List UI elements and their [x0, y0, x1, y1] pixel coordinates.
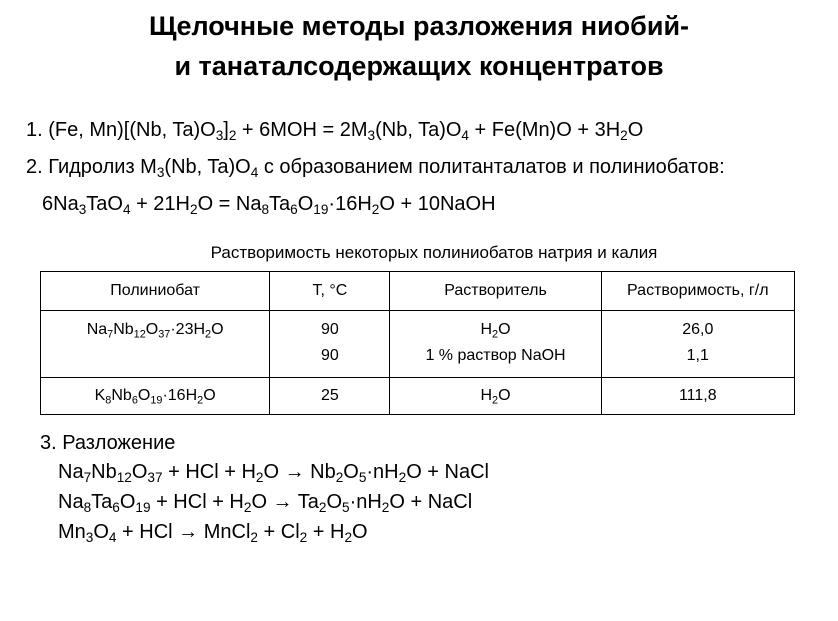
temperature-value: 90	[320, 347, 339, 364]
cell-solvent	[390, 378, 601, 415]
cell-temperature	[270, 311, 390, 378]
solvent-value: $H_2O$	[480, 387, 511, 407]
step-2	[26, 152, 725, 182]
subscript: 4	[108, 530, 117, 546]
subscript: 5	[358, 470, 367, 486]
subscript: 6	[112, 500, 120, 516]
subscript: 4	[122, 202, 131, 218]
subscript: 8	[261, 202, 270, 218]
subscript: 2	[197, 394, 204, 407]
subscript: 2	[243, 500, 252, 516]
cell-temperature: 25	[270, 378, 390, 415]
step-1-equation: (Fe, Mn)[(Nb, $Ta)O_3]_2 + 6MOH = 2M_3(Nb$, $Ta)O_4 + Fe(Mn)O + 3H_2O$	[48, 119, 644, 144]
subscript: 6	[290, 202, 298, 218]
subscript: 2	[492, 328, 499, 341]
subscript: 2	[492, 394, 499, 407]
subscript: 2	[344, 530, 353, 546]
subscript: 37	[147, 470, 163, 486]
title-line-2: и танаталсодержащих концентратов	[174, 51, 664, 81]
compound-formula: $Na_7Nb_{12}O_{37}\cdot 23H_2O$	[86, 321, 224, 341]
subscript: 2	[205, 328, 212, 341]
subscript: 2	[381, 500, 390, 516]
subscript: 4	[461, 128, 469, 144]
solubility-value: 1,1	[686, 347, 709, 364]
step-3-equation-1: $Na_7Nb_{12}O_{37}$ + HCl + $H_2O \to Nb_2O_5\cdot nH_2O$ + NaCl	[58, 461, 489, 486]
step-2-equation: $6Na_3TaO_4 + 21H_2O = Na_8Ta_6O_{19}\cdot 16H_2O$ + 10NaOH	[42, 193, 496, 218]
compound-formula: $K_8Nb_6O_{19}\cdot 16H_2O$	[94, 387, 216, 407]
subscript: 37	[158, 328, 171, 341]
subscript: 19	[135, 500, 151, 516]
subscript: 3	[367, 128, 376, 144]
subscript: 2	[228, 128, 237, 144]
cell-solubility: 111,8	[601, 378, 794, 415]
temperature-value: 90	[320, 321, 339, 338]
subscript: 2	[371, 202, 380, 218]
subscript: 12	[133, 328, 146, 341]
solubility-table	[40, 271, 795, 415]
subscript: 5	[342, 500, 350, 516]
solvent-value: 1 % раствор NaOH	[425, 347, 566, 364]
subscript: 7	[107, 328, 114, 341]
subscript: 2	[318, 500, 327, 516]
subscript: 8	[83, 500, 92, 516]
step-1	[26, 115, 643, 145]
table-row	[41, 311, 795, 378]
step-2-number: 2.	[26, 156, 43, 178]
subscript: 2	[299, 530, 308, 546]
subscript: 19	[150, 394, 163, 407]
subscript: 3	[78, 202, 87, 218]
step-2-text: Гидролиз $M_3(Nb$, $Ta)O_4$ с образованием политанталатов и полиниобатов:	[48, 156, 725, 181]
subscript: 2	[620, 128, 628, 144]
subscript: 2	[335, 470, 344, 486]
subscript: 3	[156, 165, 165, 181]
subscript: 2	[250, 530, 258, 546]
header-solvent: Растворитель	[390, 272, 601, 311]
subscript: 3	[215, 128, 224, 144]
subscript: 2	[255, 470, 264, 486]
table-row	[41, 378, 795, 415]
step-3-equation-2: $Na_8Ta_6O_{19}$ + HCl + $H_2O \to Ta_2O_5\cdot nH_2O$ + NaCl	[58, 491, 473, 516]
solubility-value: 26,0	[682, 321, 714, 338]
table-header-row	[41, 272, 795, 311]
table-caption: Растворимость некоторых полиниобатов натрия и калия	[210, 243, 658, 262]
subscript: 19	[313, 202, 329, 218]
step-3-heading: 3. Разложение	[40, 432, 176, 454]
header-compound: Полиниобат	[41, 272, 270, 311]
header-solubility: Растворимость, г/л	[601, 272, 794, 311]
cell-compound	[41, 378, 270, 415]
header-temperature: T, °C	[270, 272, 390, 311]
step-1-number: 1.	[26, 119, 43, 141]
title-line-1: Щелочные методы разложения ниобий-	[148, 11, 690, 41]
subscript: 4	[250, 165, 259, 181]
solvent-value: $H_2O$	[480, 321, 511, 341]
step-3-equation-3: $Mn_3O_4$ + HCl → MnCl$_2$ + $Cl_2 + H_2O$	[58, 521, 368, 546]
subscript: 8	[105, 394, 112, 407]
subscript: 7	[83, 470, 92, 486]
subscript: 2	[398, 470, 407, 486]
subscript: 3	[85, 530, 94, 546]
cell-solvent	[390, 311, 601, 378]
page-title	[0, 6, 838, 86]
subscript: 2	[190, 202, 198, 218]
cell-compound	[41, 311, 270, 378]
subscript: 6	[131, 394, 138, 407]
subscript: 12	[116, 470, 132, 486]
cell-solubility	[601, 311, 794, 378]
